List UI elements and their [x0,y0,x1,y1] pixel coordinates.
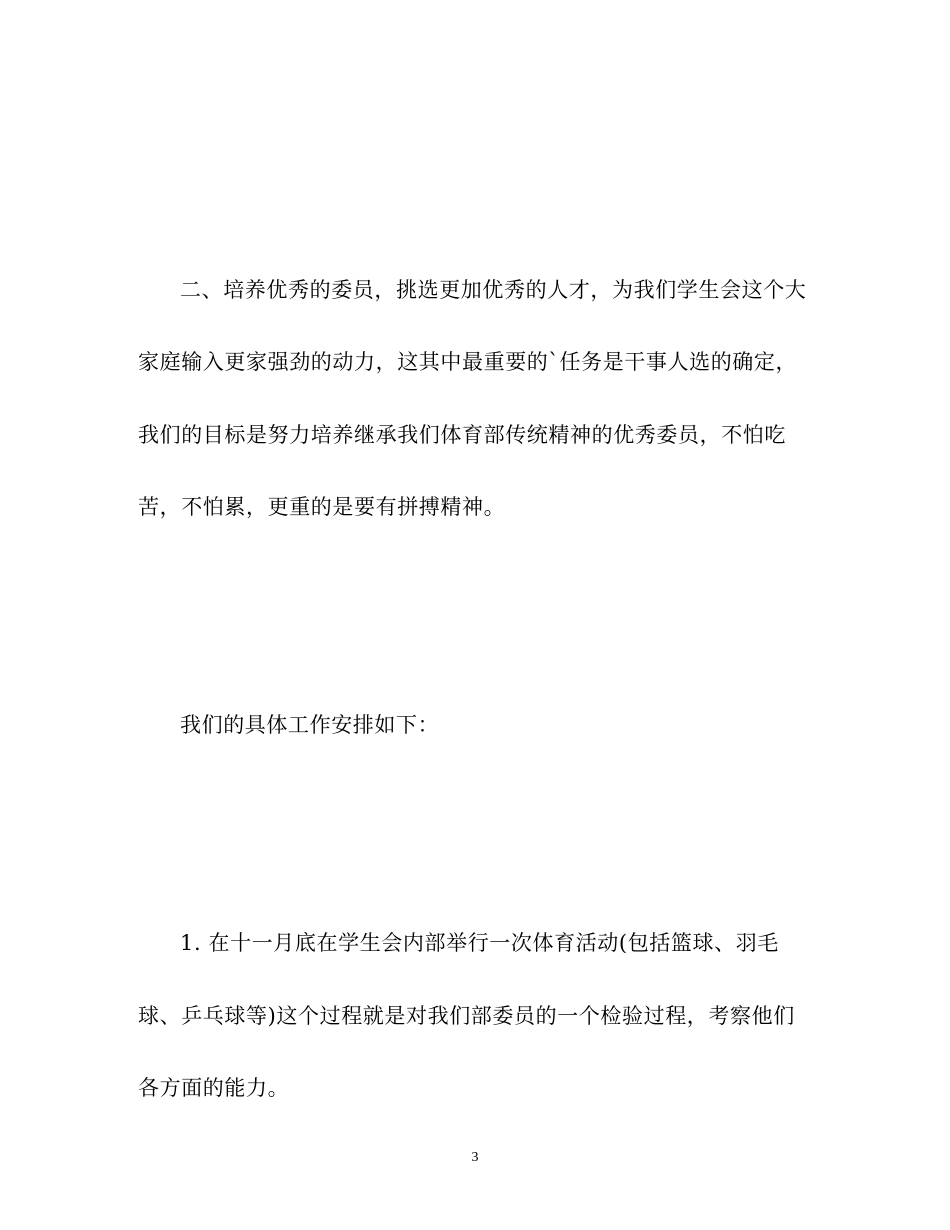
paragraph-2-line-2: 家庭输入更家强劲的动力，这其中最重要的`任务是干事人选的确定， [138,350,798,374]
page-number: 3 [471,1150,479,1165]
arrangement-intro: 我们的具体工作安排如下： [180,713,440,737]
paragraph-2-line-3: 我们的目标是努力培养继承我们体育部传统精神的优秀委员，不怕吃 [138,423,786,447]
item-1-line-2: 球、乒乓球等)这个过程就是对我们部委员的一个检验过程，考察他们 [138,1004,795,1028]
paragraph-2-line-1: 二、培养优秀的委员，挑选更加优秀的人才，为我们学生会这个大 [180,278,807,302]
paragraph-2-line-4: 苦，不怕累，更重的是要有拼搏精神。 [138,495,506,519]
item-1-line-3: 各方面的能力。 [138,1076,290,1100]
item-1-line-1: 1. 在十一月底在学生会内部举行一次体育活动(包括篮球、羽毛 [180,931,779,955]
